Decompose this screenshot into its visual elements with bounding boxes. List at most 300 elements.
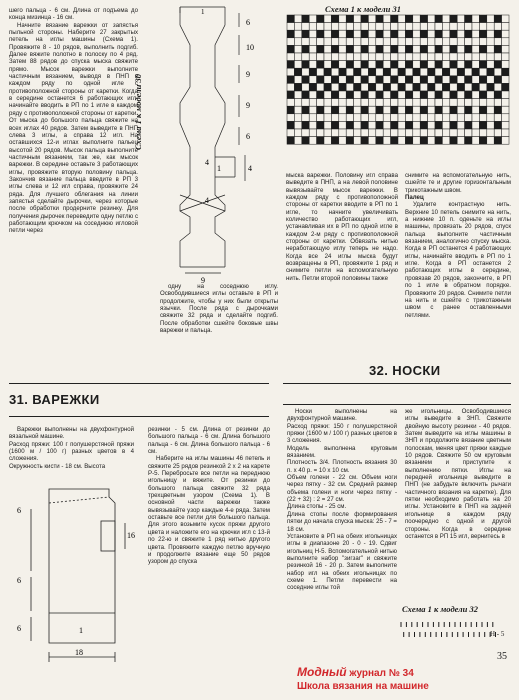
top-column-1 [9,7,138,372]
grid-cell [383,137,390,145]
grid-cell [465,99,472,107]
grid-cell [405,45,412,53]
grid-cell [324,76,331,84]
grid-cell [324,61,331,69]
grid-cell [494,53,501,61]
grid-cell [376,121,383,129]
grid-cell [339,23,346,31]
grid-cell [354,83,361,91]
grid-cell [457,121,464,129]
grid-cell [294,68,301,76]
grid-cell [331,53,338,61]
grid-cell [376,45,383,53]
grid-cell [465,137,472,145]
grid-cell [435,45,442,53]
d2-label-18: 18 [75,648,83,657]
grid-cell [472,121,479,129]
grid-cell [465,114,472,122]
grid-cell [479,114,486,122]
grid-cell [428,76,435,84]
d2-label-6b: 6 [17,576,21,585]
grid-cell [420,121,427,129]
grid-cell [479,99,486,107]
grid-cell [309,15,316,23]
grid-cell [309,23,316,31]
grid-cell [346,53,353,61]
grid-cell [472,99,479,107]
grid-cell [331,76,338,84]
grid-cell [331,129,338,137]
section-32-title: 32. НОСКИ [369,363,441,378]
grid-cell [502,99,509,107]
grid-cell [391,45,398,53]
bot_col2-paragraph: Наберите на иглы машины 46 петель и свяжите 25 рядов резинкой 2 х 2 на карете Р-5. Перебросьте все петли на переднюю игольницу и вяжите. От резинки до большого пальца свяжите 32 ряда трехцветным узором (Схема 1). В основной части варежки также вывязывайте узор каждые 4-е ряда. Затем оставьте все петли для большого пальца. Для этого возьмите кусок пряжи другого цвета и наложите его на крючки игл с 13-й по 22-ю и свяжите 1 ряд нитью другого цвета. Провяжите каждую петлю вручную и продолжите вязание еще 50 рядов узором до спуска [148,455,270,566]
bottom-column-2 [148,426,270,676]
grid-cell [450,121,457,129]
grid-cell [368,15,375,23]
grid-cell [479,121,486,129]
grid-cell [450,53,457,61]
grid-cell [383,91,390,99]
grid-cell [339,106,346,114]
d2-label-1: 1 [79,626,83,635]
grid-cell [361,45,368,53]
grid-cell [442,121,449,129]
grid-cell [405,38,412,46]
grid-cell [413,61,420,69]
grid-cell [420,106,427,114]
top_col5-paragraph: снимите на вспомогательную нить, сшейте те и другие горизонтальным трикотажным швом. [405,172,511,194]
grid-cell [487,129,494,137]
grid-cell [324,68,331,76]
grid-cell [435,99,442,107]
grid-cell [368,61,375,69]
grid-cell [428,61,435,69]
d2-label-6a: 6 [17,506,21,515]
grid-cell [376,106,383,114]
grid-cell [331,30,338,38]
grid-cell [331,91,338,99]
grid-cell [398,30,405,38]
grid-cell [487,53,494,61]
grid-cell [339,137,346,145]
grid-cell [339,68,346,76]
bot_col3-paragraph: Расход пряжи: 150 г полушерстяной пряжи (1600 м / 100 г) разных цветов в 3 сложения. [287,422,397,445]
grid-cell [398,23,405,31]
grid-cell [450,30,457,38]
grid-cell [383,15,390,23]
grid-cell [398,106,405,114]
grid-cell [450,129,457,137]
grid-cell [339,91,346,99]
grid-cell [435,137,442,145]
d2-label-6c: 6 [17,624,21,633]
grid-cell [465,15,472,23]
grid-cell [502,114,509,122]
grid-cell [450,45,457,53]
top_col5-paragraph: Удалите контрастную нить. Верхние 10 петель снимите на нить, а нижние 10 п. оденьте на иглы машины, провязать 20 рядов, спуск пальца выполните частичным вязанием, аналогично спуску мыска. Когда в РП останется 4 работающих иглы, начинайте вводить в РП по 1 игле. Когда в РП останется 2 работающих иглы в середине, провязав 20 рядов, закончите, в РП по 1 игле в обратном порядке. Провяжите 20 рядов. Снимите петли на нить и сшейте с трикотажным швом с ранее оставленными петлями. [405,201,511,319]
grid-cell [376,114,383,122]
grid-cell [479,68,486,76]
grid-cell [302,106,309,114]
grid-cell [472,76,479,84]
grid-cell [413,23,420,31]
grid-cell [383,45,390,53]
grid-cell [391,15,398,23]
grid-cell [442,137,449,145]
grid-cell [302,76,309,84]
grid-cell [398,99,405,107]
grid-cell [368,76,375,84]
bot_col1-paragraph: Расход пряжи: 100 г полушерстяной пряжи (1600 м / 100 г) разных цветов в 4 сложения. [9,440,134,463]
grid-cell [317,53,324,61]
grid-cell [317,129,324,137]
grid-cell [465,61,472,69]
grid-cell [450,23,457,31]
grid-cell [346,83,353,91]
grid-cell [494,61,501,69]
grid-cell [391,129,398,137]
grid-cell [428,38,435,46]
grid-cell [435,61,442,69]
grid-cell [435,76,442,84]
grid-cell [391,137,398,145]
grid-cell [317,91,324,99]
grid-cell [309,114,316,122]
grid-cell [435,83,442,91]
grid-cell [346,114,353,122]
grid-cell [435,114,442,122]
grid-cell [383,106,390,114]
grid-cell [420,129,427,137]
grid-cell [405,83,412,91]
grid-cell [465,38,472,46]
grid-cell [361,23,368,31]
grid-cell [494,129,501,137]
grid-cell [450,114,457,122]
grid-cell [502,91,509,99]
grid-cell [339,129,346,137]
grid-cell [428,129,435,137]
grid-cell [435,106,442,114]
bot_col2-paragraph: резинки - 5 см. Длина от резинки до большого пальца - 6 см. Длина большого пальца - 6 см. Длина большого пальца - 6 см. [148,426,270,456]
grid-cell [346,15,353,23]
grid-cell [457,15,464,23]
grid-cell [376,129,383,137]
grid-cell [472,61,479,69]
grid-cell [346,99,353,107]
grid-cell [420,91,427,99]
grid-cell [294,23,301,31]
grid-cell [368,68,375,76]
grid-cell [317,15,324,23]
grid-cell [405,23,412,31]
grid-cell [383,61,390,69]
section-31-underline [9,416,269,417]
grid-cell [428,23,435,31]
grid-cell [465,91,472,99]
grid-cell [420,15,427,23]
grid-cell [309,38,316,46]
grid-cell [294,106,301,114]
grid-cell [428,99,435,107]
grid-cell [413,15,420,23]
grid-cell [346,30,353,38]
grid-cell [287,114,294,122]
grid-cell [398,121,405,129]
grid-cell [405,137,412,145]
grid-cell [487,121,494,129]
grid-cell [317,23,324,31]
grid-cell [309,106,316,114]
grid-cell [442,61,449,69]
grid-cell [420,99,427,107]
grid-cell [428,121,435,129]
scheme32-title: Схема 1 к модели 32 [402,604,478,614]
grid-cell [413,99,420,107]
grid-cell [457,99,464,107]
bot_col3-paragraph: Носки выполнены на двухфонтурной машине. [287,408,397,423]
d1-label-4a: 4 [205,158,209,167]
grid-cell [302,15,309,23]
grid-cell [302,91,309,99]
grid-cell [502,137,509,145]
grid-cell [368,137,375,145]
bot_col4-paragraph: же игольницы. Освободившиеся иглы выведите в ЗНП. Свяжите двойную высоту резинки - 40 рядов. Затем выведите на иглы машины в ЗНП и продолжите вязание цветным полоскам, меняя цвет пряжи каждые 10 рядов. Свяжите 50 см круговым вязанием и приступите к выполнению пятки. Иглы на передней игольнице выведите в ПНП (не забудьте включить рычаги частичного вязания на каретке). Для пятки необходимо работать на 20 иглы. Установите в ПНП на задней игольнице в каждом ряду поочередно с одной и другой стороны. Когда в середине останется в РП 15 игл, вернитесь в [405,408,511,540]
grid-cell [413,45,420,53]
grid-cell [287,99,294,107]
grid-cell [331,99,338,107]
grid-cell [317,38,324,46]
grid-cell [494,83,501,91]
grid-cell [457,91,464,99]
grid-cell [324,45,331,53]
grid-cell [479,15,486,23]
grid-cell [376,68,383,76]
grid-cell [339,114,346,122]
grid-cell [413,114,420,122]
grid-cell [302,30,309,38]
grid-cell [457,129,464,137]
grid-cell [302,129,309,137]
grid-cell [487,91,494,99]
grid-cell [346,68,353,76]
d1-label-9b: 9 [246,101,250,110]
grid-cell [383,129,390,137]
grid-cell [302,38,309,46]
grid-cell [317,121,324,129]
grid-cell [450,61,457,69]
grid-cell [442,129,449,137]
grid-cell [435,53,442,61]
grid-cell [346,106,353,114]
grid-cell [324,30,331,38]
grid-cell [339,99,346,107]
grid-cell [457,106,464,114]
grid-cell [294,30,301,38]
grid-cell [302,121,309,129]
bottom-column-3 [287,408,397,672]
grid-cell [472,45,479,53]
grid-cell [450,76,457,84]
grid-cell [398,68,405,76]
grid-cell [354,91,361,99]
grid-cell [287,129,294,137]
grid-cell [361,114,368,122]
grid-cell [479,91,486,99]
d1-label-6b: 6 [246,132,250,141]
grid-cell [428,83,435,91]
grid-cell [502,68,509,76]
d1-label-10: 10 [246,43,254,52]
grid-cell [361,83,368,91]
grid-cell [354,38,361,46]
grid-cell [502,61,509,69]
section-31-title: 31. ВАРЕЖКИ [9,392,100,407]
d1-label-9a: 9 [246,70,250,79]
grid-cell [457,61,464,69]
grid-cell [398,53,405,61]
grid-cell [502,83,509,91]
grid-cell [346,61,353,69]
grid-cell [487,106,494,114]
grid-cell [391,114,398,122]
grid-cell [331,121,338,129]
grid-cell [368,53,375,61]
grid-cell [317,61,324,69]
grid-cell [435,121,442,129]
grid-cell [494,76,501,84]
grid-cell [324,38,331,46]
grid-cell [413,68,420,76]
scheme31-title: Схема 1 к модели 31 [325,4,401,14]
grid-cell [450,99,457,107]
grid-cell [479,38,486,46]
top_col1-paragraph: Начните вязание варежки от запястья пыльной стороны. Наберите 27 закрытых петель на иглы машины (Схема 1). Провяжите 8 - 10 рядов, выполнить подгиб. Далее вяжите полотно в полоску по 4 ряд. Затем 88 рядов до спуска мыска свяжите прямо. Мысок варежки выполните частичным вязанием, выводя в ПНП в каждом ряду по одной игле с противоположной стороны от каретки. Когда в середине останется 6 работающих игл, начинайте вводить в РП по 1 игле в каждом ряду с противоположной стороны от каретки. От мыска до большого пальца свяжите на всех иглах 40 рядов. Затем выведите в ПНП слева 3 иглы, а справа 12 игл. На оставшихся 12-и иглах выполните пальец высотой 20 рядов. Мысок пальца выполните частичным вязанием, так же, как мысок варежки. В середине оставьте 3 работающих иглы, провяжите вторую половину пальца. Закончив вязание пальца введите в РП 3 иглы слева и 12 игл справа, провяжите 24 ряда. Для лучшего облегания на линии запястья сделайте дырочки, через которые после обработки продерните резинку. Для получения дырочек переведите одну петлю с работающим крючком на соседнюю игловой петли через [9,21,138,235]
grid-cell [346,91,353,99]
grid-cell [331,61,338,69]
grid-cell [472,83,479,91]
grid-cell [324,137,331,145]
grid-cell [479,129,486,137]
grid-cell [294,76,301,84]
grid-cell [479,23,486,31]
grid-cell [413,53,420,61]
grid-cell [309,129,316,137]
grid-cell [435,23,442,31]
diagram-mitten-31 [9,483,137,665]
grid-cell [317,68,324,76]
grid-cell [331,114,338,122]
grid-cell [487,38,494,46]
grid-cell [383,114,390,122]
grid-cell [442,53,449,61]
bot_col3-paragraph: Длина стопы - 25 см. [287,503,347,511]
grid-cell [331,45,338,53]
grid-cell [428,15,435,23]
grid-cell [383,68,390,76]
grid-cell [487,15,494,23]
grid-cell [420,83,427,91]
grid-cell [435,68,442,76]
grid-cell [465,76,472,84]
grid-cell [324,15,331,23]
grid-cell [346,76,353,84]
grid-cell [383,30,390,38]
grid-cell [450,106,457,114]
grid-cell [435,91,442,99]
d1-label-top: 1 [201,8,205,16]
grid-cell [405,106,412,114]
grid-cell [287,68,294,76]
grid-cell [383,83,390,91]
grid-cell [294,61,301,69]
grid-cell [339,121,346,129]
grid-cell [502,15,509,23]
grid-cell [413,38,420,46]
grid-cell [450,15,457,23]
grid-cell [487,30,494,38]
footer-journal-number: журнал № 34 [346,668,414,679]
grid-cell [465,68,472,76]
grid-cell [502,129,509,137]
grid-cell [442,76,449,84]
grid-cell [346,137,353,145]
grid-cell [302,114,309,122]
d1-label-right-4: 4 [248,164,252,173]
grid-cell [287,91,294,99]
grid-cell [391,106,398,114]
grid-cell [376,76,383,84]
grid-cell [354,121,361,129]
grid-cell [354,114,361,122]
footer-subtitle: Школа вязания на машине [297,681,429,692]
grid-cell [494,137,501,145]
grid-cell [309,53,316,61]
grid-cell [294,129,301,137]
grid-cell [331,137,338,145]
grid-cell [361,91,368,99]
grid-cell [479,76,486,84]
grid-cell [302,53,309,61]
grid-cell [294,99,301,107]
grid-cell [398,137,405,145]
grid-cell [376,30,383,38]
grid-cell [361,129,368,137]
grid-cell [428,114,435,122]
grid-cell [420,38,427,46]
grid-cell [420,45,427,53]
footer-brand: Модный [297,665,347,679]
grid-cell [331,68,338,76]
grid-cell [354,15,361,23]
grid-cell [442,15,449,23]
grid-cell [324,23,331,31]
grid-cell [346,38,353,46]
grid-cell [324,53,331,61]
grid-cell [376,23,383,31]
bot_col1-paragraph: Варежки выполнены на двухфонтурной вязальной машине. [9,426,134,441]
grid-cell [391,61,398,69]
grid-cell [398,114,405,122]
grid-cell [376,99,383,107]
grid-cell [487,45,494,53]
bot_col3-paragraph: Модель выполнена круговым вязанием. [287,444,397,460]
bottom-column-4 [405,408,511,586]
grid-cell [317,45,324,53]
grid-cell [479,45,486,53]
grid-cell [487,83,494,91]
